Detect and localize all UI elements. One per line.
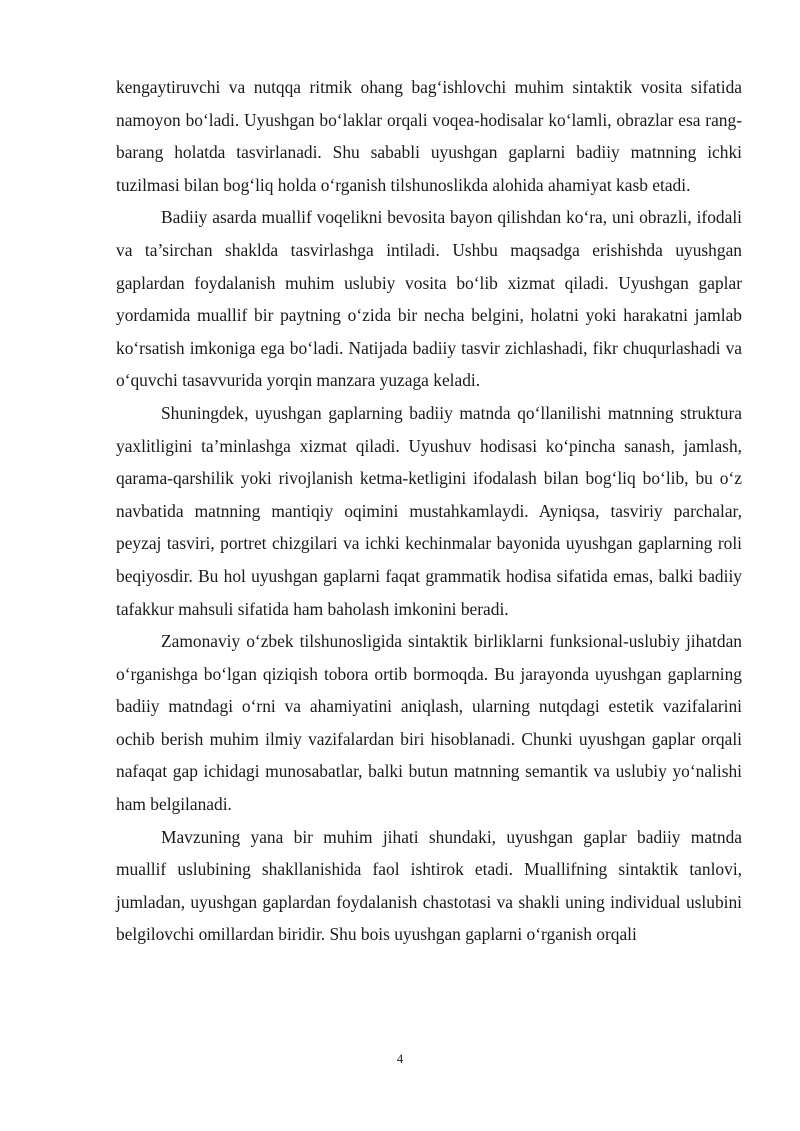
paragraph: Badiiy asarda muallif voqelikni bevosita bayon qilishdan ko‘ra, uni obrazli, ifodali va ta’sirchan shaklda tasvirlashga intiladi. Ushbu maqsadga erishishda uyushgan gaplardan foydalanish muhim uslubiy vosita bo‘lib xizmat qiladi. Uyushgan gaplar yordamida muallif bir paytning o‘zida bir necha belgini, holatni yoki harakatni jamlab ko‘rsatish imkoniga ega bo‘ladi. Natijada badiiy tasvir zichlashadi, fikr chuqurlashadi va o‘quvchi tasavvurida yorqin manzara yuzaga keladi. (116, 207, 742, 391)
paragraph-continued: kengaytiruvchi va nutqqa ritmik ohang bag‘ishlovchi muhim sintaktik vosita sifatida namoyon bo‘ladi. Uyushgan bo‘laklar orqali voqea-hodisalar ko‘lamli, obrazlar esa rang-barang holatda tasvirlanadi. Shu sababli uyushgan gaplarni badiiy matnning ichki tuzilmasi bilan bog‘liq holda o‘rganish tilshunoslikda alohida ahamiyat kasb etadi. (116, 77, 742, 195)
page-number: 4 (396, 1051, 404, 1066)
paragraph: Shuningdek, uyushgan gaplarning badiiy matnda qo‘llanilishi matnning struktura yaxlitligini ta’minlashga xizmat qiladi. Uyushuv hodisasi ko‘pincha sanash, jamlash, qarama-qarshilik yoki rivojlanish ketma-ketligini ifodalash bilan bog‘liq bo‘lib, bu o‘z navbatida matnning mantiqiy oqimini mustahkamlaydi. Ayniqsa, tasviriy parchalar, peyzaj tasviri, portret chizgilari va ichki kechinmalar bayonida uyushgan gaplarning roli beqiyosdir. Bu hol uyushgan gaplarni faqat grammatik hodisa sifatida emas, balki badiiy tafakkur mahsuli sifatida ham baholash imkonini beradi. (116, 402, 742, 619)
body-text (116, 71, 742, 951)
paragraph: Mavzuning yana bir muhim jihati shundaki, uyushgan gaplar badiiy matnda muallif uslubining shakllanishida faol ishtirok etadi. Muallifning sintaktik tanlovi, jumladan, uyushgan gaplardan foydalanish chastotasi va shakli uning individual uslubini belgilovchi omillardan biridir. Shu bois uyushgan gaplarni o‘rganish orqali (116, 826, 742, 945)
paragraph: Zamonaviy o‘zbek tilshunosligida sintaktik birliklarni funksional-uslubiy jihatdan o‘rganishga bo‘lgan qiziqish tobora ortib bormoqda. Bu jarayonda uyushgan gaplarning badiiy matndagi o‘rni va ahamiyatini aniqlash, ularning nutqdagi estetik vazifalarini ochib berish muhim ilmiy vazifalardan biri hisoblanadi. Chunki uyushgan gaplar orqali nafaqat gap ichidagi munosabatlar, balki butun matnning semantik va uslubiy yo‘nalishi ham belgilanadi. (116, 631, 742, 815)
